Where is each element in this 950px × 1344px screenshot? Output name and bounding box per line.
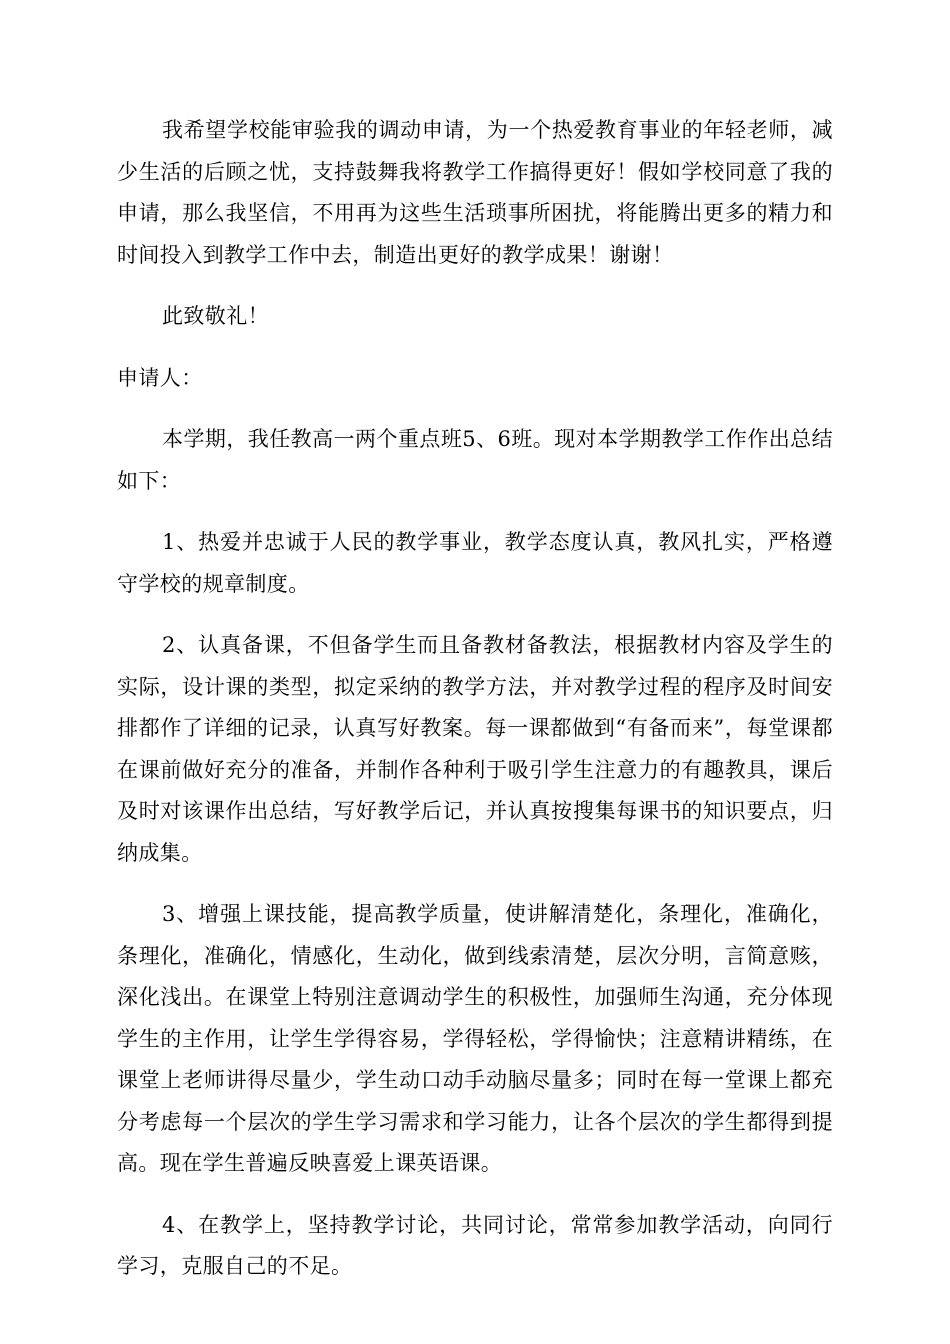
paragraph-item-2: 2、认真备课，不但备学生而且备教材备教法，根据教材内容及学生的实际，设计课的类型，拟定采纳的教学方法，并对教学过程的程序及时间安排都作了详细的记录，认真写好教案。每一课都做到“有备而来”，每堂课都在课前做好充分的准备，并制作各种利于吸引学生注意力的有趣教具，课后及时对该课作出总结，写好教学后记，并认真按搜集每课书的知识要点，归纳成集。 <box>117 633 833 865</box>
paragraph-applicant: 申请人： <box>117 365 203 390</box>
paragraph-semester-intro: 本学期，我任教高一两个重点班5、6班。现对本学期教学工作作出总结如下： <box>117 427 833 493</box>
paragraph-salutation: 此致敬礼！ <box>162 304 269 328</box>
paragraph-item-3: 3、增强上课技能，提高教学质量，使讲解清楚化，条理化，准确化，条理化，准确化，情感化，生动化，做到线索清楚，层次分明，言简意赅，深化浅出。在课堂上特别注意调动学生的积极性，加强师生沟通，充分体现学生的主作用，让学生学得容易，学得轻松，学得愉快；注意精讲精练，在课堂上老师讲得尽量少，学生动口动手动脑尽量多；同时在每一堂课上都充分考虑每一个层次的学生学习需求和学习能力，让各个层次的学生都得到提高。现在学生普遍反映喜爱上课英语课。 <box>117 902 833 1175</box>
document-body <box>117 110 833 1308</box>
paragraph-item-4: 4、在教学上，坚持教学讨论，共同讨论，常常参加教学活动，向同行学习，克服自己的不足。 <box>117 1212 833 1278</box>
paragraph-transfer-request: 我希望学校能审验我的调动申请，为一个热爱教育事业的年轻老师，减少生活的后顾之忧，支持鼓舞我将教学工作搞得更好！假如学校同意了我的申请，那么我坚信，不用再为这些生活琐事所困扰，将能腾出更多的精力和时间投入到教学工作中去，制造出更好的教学成果！谢谢！ <box>117 118 833 267</box>
paragraph-item-1: 1、热爱并忠诚于人民的教学事业，教学态度认真，教风扎实，严格遵守学校的规章制度。 <box>117 530 833 596</box>
